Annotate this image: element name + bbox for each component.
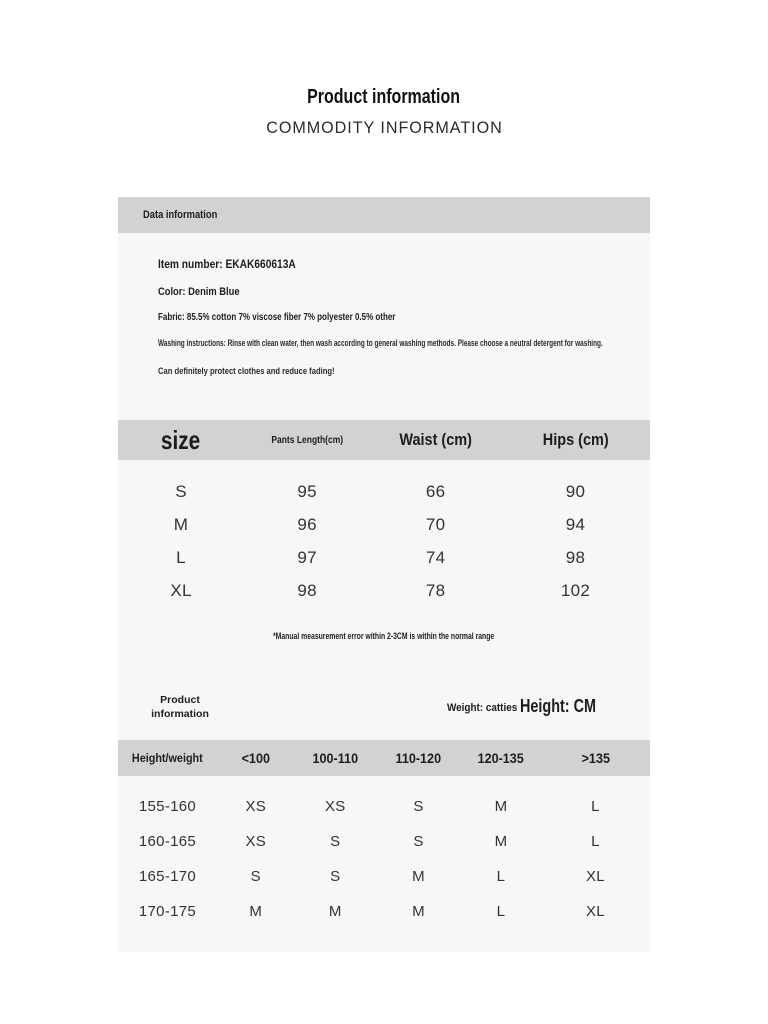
height-weight-header-row — [118, 740, 650, 776]
table-cell: S — [175, 481, 187, 501]
page-title-text: Product information — [307, 86, 461, 108]
table-cell: 70 — [425, 514, 446, 534]
table-row — [118, 789, 650, 824]
hips-column-header: Hips (cm) — [542, 430, 609, 449]
table-cell: M — [494, 798, 508, 815]
data-information-header-label: Data information — [143, 209, 218, 221]
table-row — [118, 824, 650, 859]
table-cell: 74 — [425, 547, 446, 567]
weight-120-135-column-header: 120-135 — [477, 750, 525, 766]
table-cell: XL — [585, 868, 605, 885]
size-table-header-row — [118, 420, 650, 460]
table-cell: 97 — [297, 547, 317, 567]
fabric-line: Fabric: 85.5% cotton 7% viscose fiber 7% polyester 0.5% other — [158, 312, 396, 323]
table-cell: L — [591, 833, 600, 850]
height-weight-table-body — [118, 789, 650, 929]
pants-length-column-header: Pants Length(cm) — [271, 434, 344, 446]
table-cell: M — [249, 903, 263, 920]
weight-gt135-column-header: >135 — [581, 750, 610, 766]
table-row — [118, 859, 650, 894]
size-table-body — [118, 475, 650, 607]
height-unit-label: Height: CM — [520, 696, 597, 716]
data-information-header — [118, 197, 650, 233]
color-line: Color: Denim Blue — [158, 286, 240, 298]
table-row — [118, 541, 650, 574]
care-note-line: Can definitely protect clothes and reduce fading! — [158, 366, 335, 377]
weight-110-120-column-header: 110-120 — [395, 750, 442, 766]
table-cell: M — [412, 903, 425, 920]
table-row — [118, 508, 650, 541]
size-column-header: size — [161, 424, 201, 455]
table-cell: 170-175 — [138, 903, 197, 920]
table-cell: 98 — [297, 580, 317, 600]
page-subtitle-text: COMMODITY INFORMATION — [265, 118, 503, 137]
table-cell: L — [496, 903, 506, 920]
table-cell: XS — [245, 798, 267, 815]
page-title — [0, 86, 768, 108]
table-cell: M — [173, 514, 189, 534]
weight-unit-label: Weight: catties — [446, 702, 518, 714]
table-cell: 90 — [565, 481, 586, 501]
washing-instructions-line: Washing instructions: Rinse with clean water, then wash according to general washing methods. Please choose a neutral detergent for washing. — [158, 338, 603, 348]
table-row — [118, 894, 650, 929]
info-panel — [118, 197, 650, 952]
table-cell: M — [412, 868, 425, 885]
table-cell: 95 — [297, 481, 317, 501]
table-row — [118, 475, 650, 508]
table-cell: 94 — [565, 514, 586, 534]
table-cell: XS — [324, 798, 346, 815]
table-cell: 155-160 — [138, 798, 197, 815]
waist-column-header: Waist (cm) — [399, 430, 472, 449]
table-cell: S — [413, 833, 424, 850]
table-cell: 66 — [425, 481, 446, 501]
table-cell: S — [413, 798, 424, 815]
table-cell: 160-165 — [138, 833, 197, 850]
table-cell: XS — [245, 833, 267, 850]
table-cell: 96 — [297, 514, 317, 534]
table-cell: L — [176, 547, 186, 567]
table-cell: M — [328, 903, 342, 920]
table-cell: S — [330, 868, 341, 885]
table-cell: XL — [585, 903, 605, 920]
table-cell: S — [250, 868, 261, 885]
table-cell: 165-170 — [138, 868, 197, 885]
table-cell: S — [330, 833, 341, 850]
weight-lt100-column-header: <100 — [241, 750, 270, 766]
product-information-label: Product information — [151, 694, 209, 720]
table-cell: 98 — [565, 547, 586, 567]
table-cell: L — [496, 868, 506, 885]
table-cell: 78 — [425, 580, 446, 600]
item-number-line: Item number: EKAK660613A — [158, 257, 296, 271]
weight-100-110-column-header: 100-110 — [312, 750, 359, 766]
table-cell: L — [591, 798, 600, 815]
page-subtitle — [0, 118, 768, 138]
table-cell: 102 — [560, 580, 591, 600]
measurement-note: *Manual measurement error within 2-3CM is within the normal range — [273, 631, 495, 642]
table-cell: XL — [170, 580, 192, 600]
table-cell: M — [494, 833, 508, 850]
table-row — [118, 574, 650, 607]
height-weight-column-header: Height/weight — [132, 751, 203, 765]
